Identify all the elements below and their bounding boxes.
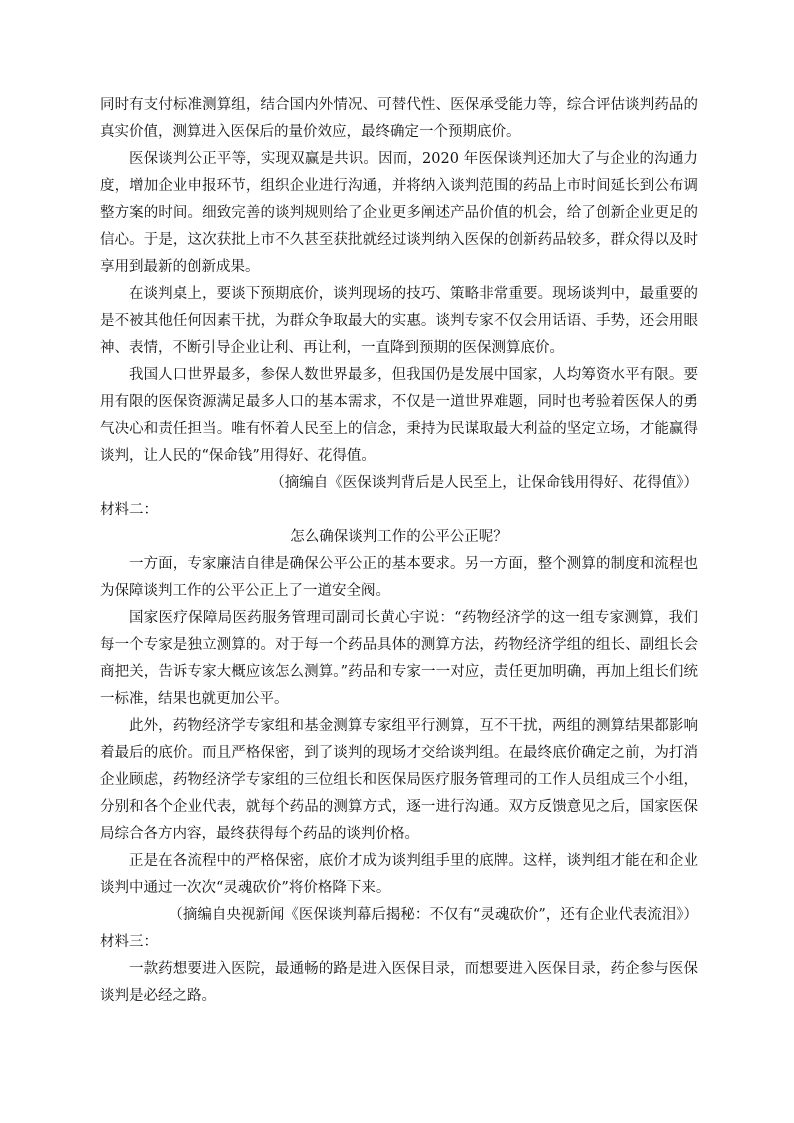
paragraph: 我国人口世界最多，参保人数世界最多，但我国仍是发展中国家，人均筹资水平有限。要用有限的医保资源满足最多人口的基本需求，不仅是一道世界难题，同时也考验着医保人的勇气决心和责任担当。唯有怀着人民至上的信念，秉持为民谋取最大利益的坚定立场，才能赢得谈判，让人民的“保命钱”用得好、花得值。 (100, 367, 698, 464)
document-body (100, 92, 698, 1010)
paragraph: 医保谈判公正平等，实现双赢是共识。因而，2020 年医保谈判还加大了与企业的沟通力度，增加企业申报环节，组织企业进行沟通，并将纳入谈判范围的药品上市时间延长到公布调整方案的时间。细致完善的谈判规则给了企业更多阐述产品价值的机会，给了创新企业更足的信心。于是，这次获批上市不久甚至获批就经过谈判纳入医保的创新药品较多，群众得以及时享用到最新的创新成果。 (100, 151, 698, 275)
paragraph: 一款药想要进入医院，最通畅的路是进入医保目录，而想要进入医保目录，药企参与医保谈判是必经之路。 (100, 961, 698, 1004)
paragraph: 一方面，专家廉洁自律是确保公平公正的基本要求。另一方面，整个测算的制度和流程也为保障谈判工作的公平公正上了一道安全阀。 (100, 556, 698, 599)
source-citation: （摘编自央视新闻《医保谈判幕后揭秘：不仅有“灵魂砍价”，还有企业代表流泪》） (168, 907, 698, 923)
source-citation: （摘编自《医保谈判背后是人民至上，让保命钱用得好、花得值》） (270, 475, 698, 491)
paragraph: 国家医疗保障局医药服务管理司副司长黄心宇说：“药物经济学的这一组专家测算，我们每一个专家是独立测算的。对于每一个药品具体的测算方法，药物经济学组的组长、副组长会商把关，告诉专家大概应该怎么测算。”药品和专家一一对应，责任更加明确，再加上组长们统一标准，结果也就更加公平。 (100, 610, 698, 707)
paragraph: 此外，药物经济学专家组和基金测算专家组平行测算，互不干扰，两组的测算结果都影响着最后的底价。而且严格保密，到了谈判的现场才交给谈判组。在最终底价确定之前，为打消企业顾虑，药物经济学专家组的三位组长和医保局医疗服务管理司的工作人员组成三个小组，分别和各个企业代表，就每个药品的测算方式，逐一进行沟通。双方反馈意见之后，国家医保局综合各方内容，最终获得每个药品的谈判价格。 (100, 718, 698, 842)
section-title: 怎么确保谈判工作的公平公正呢？ (290, 529, 508, 545)
paragraph: 同时有支付标准测算组，结合国内外情况、可替代性、医保承受能力等，综合评估谈判药品的真实价值，测算进入医保后的量价效应，最终确定一个预期底价。 (100, 97, 698, 140)
paragraph: 正是在各流程中的严格保密，底价才成为谈判组手里的底牌。这样，谈判组才能在和企业谈判中通过一次次“灵魂砍价”将价格降下来。 (100, 853, 698, 896)
paragraph: 在谈判桌上，要谈下预期底价，谈判现场的技巧、策略非常重要。现场谈判中，最重要的是不被其他任何因素干扰，为群众争取最大的实惠。谈判专家不仅会用话语、手势，还会用眼神、表情，不断引导企业让利、再让利，一直降到预期的医保测算底价。 (100, 286, 698, 356)
material-label: 材料二： (100, 502, 158, 518)
material-label: 材料三： (100, 934, 158, 950)
